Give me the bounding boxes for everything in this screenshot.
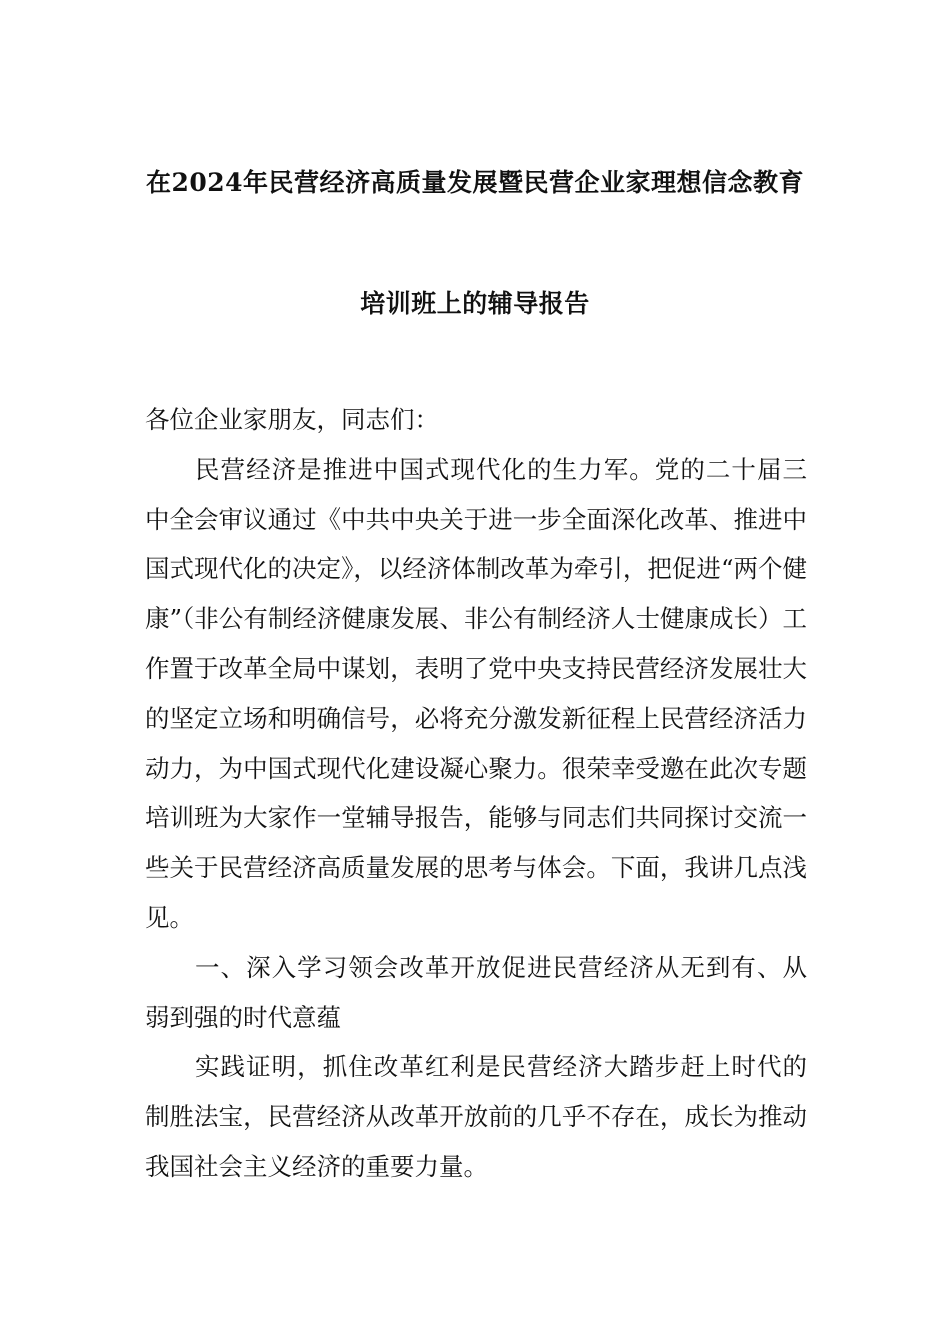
- paragraph-section-1: 实践证明，抓住改革红利是民营经济大踏步赶上时代的制胜法宝，民营经济从改革开放前的几乎不存在，成长为推动我国社会主义经济的重要力量。: [145, 1052, 807, 1181]
- document-body: [145, 395, 807, 1192]
- paragraph-intro: 民营经济是推进中国式现代化的生力军。党的二十届三中全会审议通过《中共中央关于进一步全面深化改革、推进中国式现代化的决定》，以经济体制改革为牵引，把促进“两个健康”（非公有制经济健康发展、非公有制经济人士健康成长）工作置于改革全局中谋划，表明了党中央支持民营经济发展壮大的坚定立场和明确信号，必将充分激发新征程上民营经济活力动力，为中国式现代化建设凝心聚力。很荣幸受邀在此次专题培训班为大家作一堂辅导报告，能够与同志们共同探讨交流一些关于民营经济高质量发展的思考与体会。下面，我讲几点浅见。: [145, 454, 807, 932]
- document-title-line-2: 培训班上的辅导报告: [360, 289, 590, 318]
- document-title-line-1: 在2024年民营经济高质量发展暨民营企业家理想信念教育: [145, 168, 805, 197]
- greeting: 各位企业家朋友，同志们：: [145, 405, 439, 434]
- section-heading-1: 一、深入学习领会改革开放促进民营经济从无到有、从弱到强的时代意蕴: [145, 952, 807, 1032]
